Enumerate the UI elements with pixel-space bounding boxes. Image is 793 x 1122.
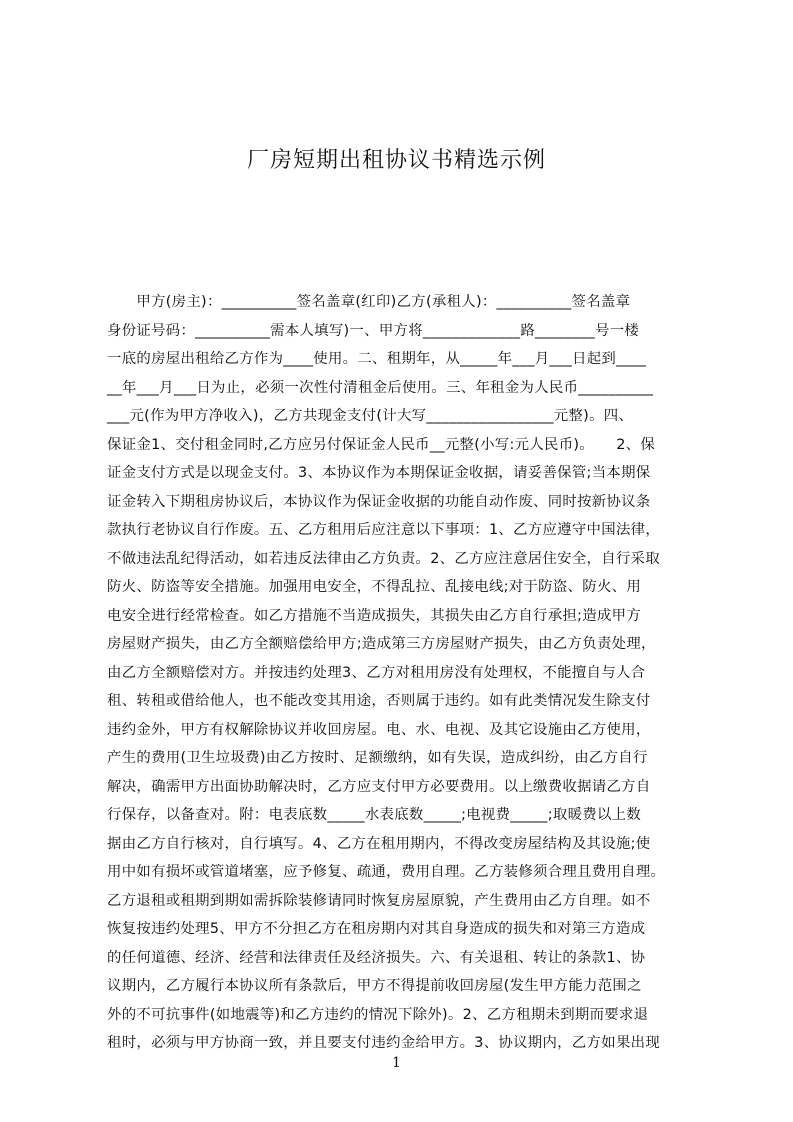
document-title: 厂房短期出租协议书精选示例 <box>246 148 546 173</box>
body-line: 防火、防盗等安全措施。加强用电安全，不得乱拉、乱接电线;对于防盗、防火、用 <box>107 579 642 595</box>
body-line: 的任何道德、经济、经营和法律责任及经济损失。六、有关退租、转让的条款1、协 <box>107 949 646 966</box>
body-line: 由乙方全额赔偿对方。并按违约处理3、乙方对租用房没有处理权，不能擅自与人合 <box>107 664 646 681</box>
body-line: ___元(作为甲方净收入)，乙方共现金支付(计大写_________________元整)。四、 <box>107 408 634 424</box>
body-line: 证金转入下期租房协议后，本协议作为保证金收据的功能自动作废、同时按新协议条 <box>107 493 651 510</box>
body-line: 据由乙方自行核对，自行填写。4、乙方在租用期内，不得改变房屋结构及其设施;使 <box>107 835 651 852</box>
page-number: 1 <box>392 1055 401 1071</box>
body-line: 违约金外，甲方有权解除协议并收回房屋。电、水、电视、及其它设施由乙方使用， <box>107 721 651 738</box>
body-line: 款执行老协议自行作废。五、乙方租用后应注意以下事项：1、乙方应遵守中国法律， <box>107 522 661 538</box>
body-line: 一底的房屋出租给乙方作为____使用。二、租期年，从_____年___月___日起到____ <box>107 351 647 367</box>
body-line: 电安全进行经常检查。如乙方措施不当造成损失，其损失由乙方自行承担;造成甲方 <box>107 607 642 624</box>
body-line: 议期内，乙方履行本协议所有条款后，甲方不得提前收回房屋(发生甲方能力范围之 <box>107 978 642 994</box>
body-line: 行保存，以备查对。附：电表底数_____水表底数_____;电视费_____;取暖费以上数 <box>107 807 642 823</box>
body-line: 租、转租或借给他人，也不能改变其用途，否则属于违约。如有此类情况发生除支付 <box>107 693 651 709</box>
body-line: 解决，确需甲方出面协助解决时，乙方应支付甲方必要费用。以上缴费收据请乙方自 <box>107 778 651 795</box>
body-line: 保证金1、交付租金同时,乙方应另付保证金人民币__元整(小写:元人民币)。 2、保 <box>107 436 656 453</box>
body-line: 产生的费用(卫生垃圾费)由乙方按时、足额缴纳，如有失误，造成纠纷，由乙方自行 <box>107 750 648 766</box>
body-line: 恢复按违约处理5、甲方不分担乙方在租房期内对其自身造成的损失和对第三方造成 <box>107 921 646 937</box>
body-line: 用中如有损坏或管道堵塞，应予修复、疏通，费用自理。乙方装修须合理且费用自理。 <box>107 864 666 880</box>
body-line: 房屋财产损失，由乙方全额赔偿给甲方;造成第三方房屋财产损失，由乙方负责处理， <box>107 636 656 652</box>
body-line: 身份证号码：__________需本人填写)一、甲方将_____________路________号一楼 <box>107 322 640 339</box>
body-line: 租时，必须与甲方协商一致，并且要支付违约金给甲方。3、协议期内，乙方如果出现 <box>107 1035 661 1051</box>
body-line: 不做违法乱纪得活动，如若违反法律由乙方负责。2、乙方应注意居住安全，自行采取 <box>107 550 661 567</box>
body-line: 证金支付方式是以现金支付。3、本协议作为本期保证金收据，请妥善保管;当本期保 <box>107 465 651 481</box>
document-body <box>107 288 699 1051</box>
body-line: 乙方退租或租期到期如需拆除装修请同时恢复房屋原貌，产生费用由乙方自理。如不 <box>107 892 651 909</box>
body-line: 甲方(房主)：__________签名盖章(红印)乙方(承租人)：__________签名盖章 <box>107 294 631 310</box>
body-line: 外的不可抗事件(如地震等)和乙方违约的情况下除外)。2、乙方租期未到期而要求退 <box>107 1006 649 1023</box>
body-line: __年___月___日为止，必须一次性付清租金后使用。三、年租金为人民币__________ <box>107 379 654 396</box>
